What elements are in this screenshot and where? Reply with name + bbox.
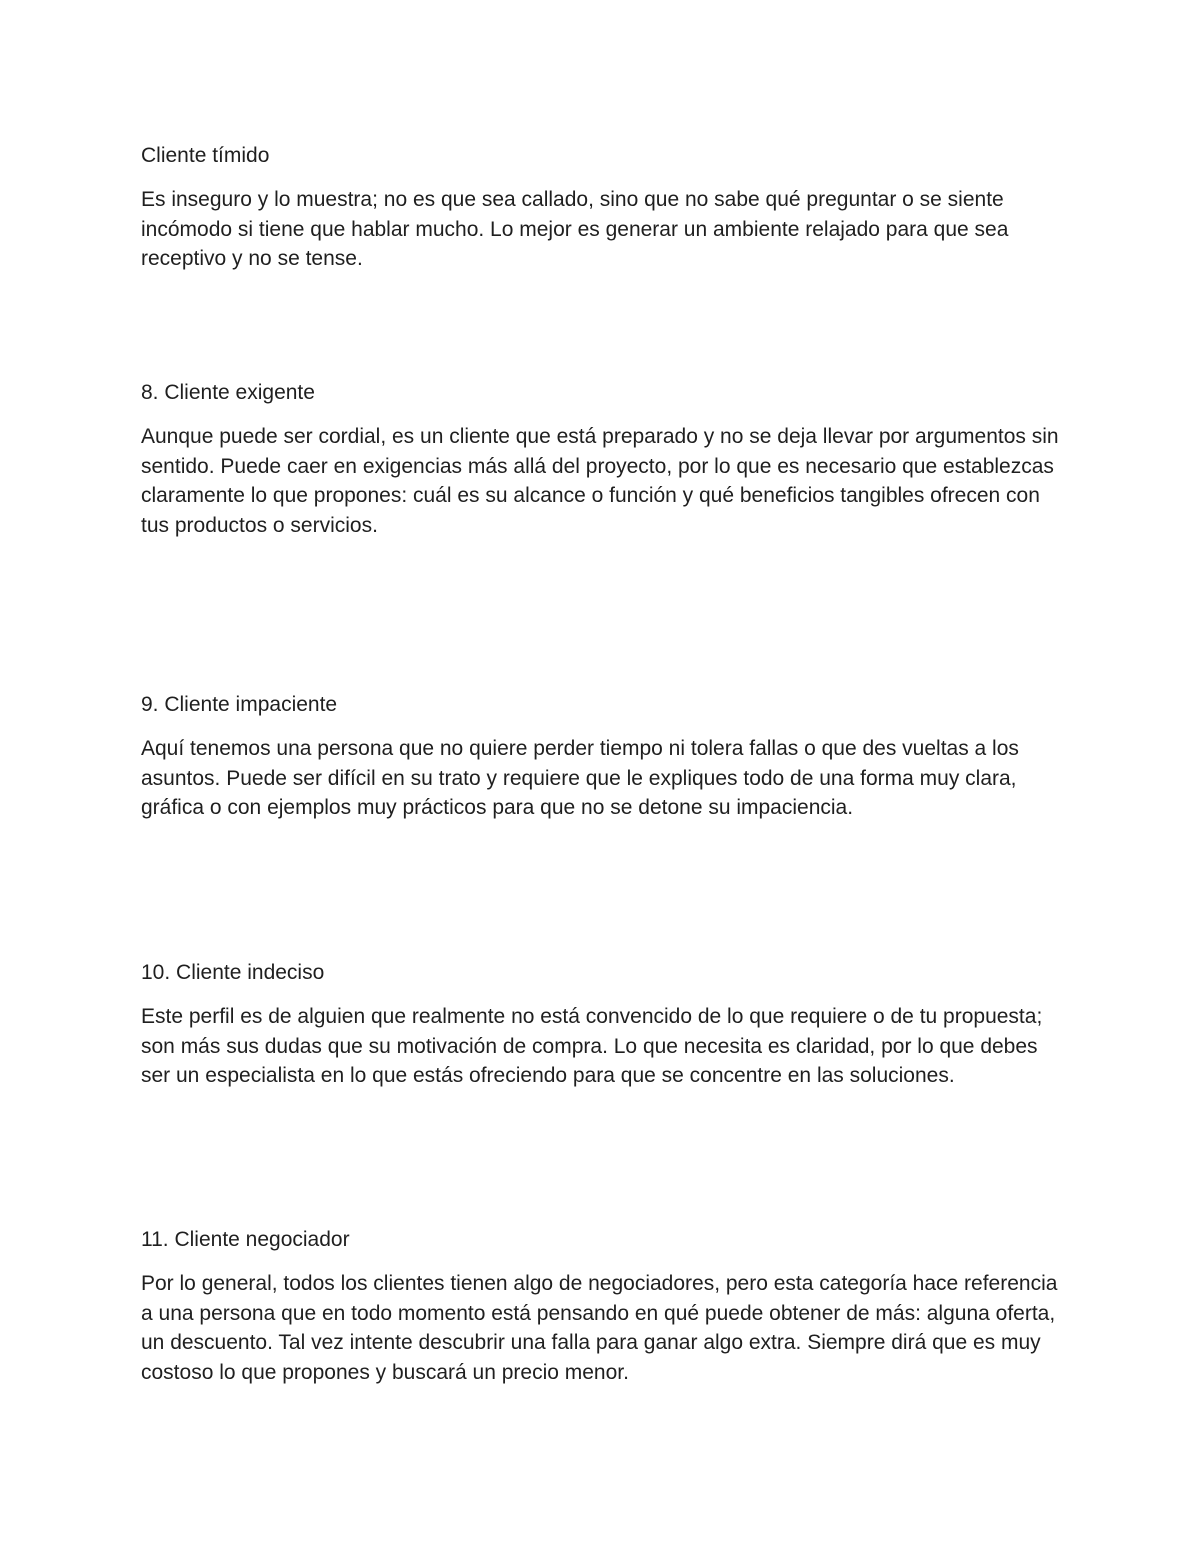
section-cliente-timido — [141, 141, 1071, 274]
section-heading: 10. Cliente indeciso — [141, 961, 325, 984]
section-heading: 8. Cliente exigente — [141, 381, 315, 404]
section-body: Aunque puede ser cordial, es un cliente que está preparado y no se deja llevar por argumentos sin sentido. Puede caer en exigencias más allá del proyecto, por lo que es necesario que establezcas claramente lo que propones: cuál es su alcance o función y qué beneficios tangibles ofrecen con tus productos o servicios. — [141, 425, 1059, 537]
section-heading: 11. Cliente negociador — [141, 1228, 350, 1251]
section-cliente-impaciente — [141, 690, 1071, 823]
section-cliente-negociador — [141, 1225, 1071, 1387]
section-cliente-indeciso — [141, 958, 1071, 1091]
section-heading: Cliente tímido — [141, 144, 270, 167]
section-body: Este perfil es de alguien que realmente no está convencido de lo que requiere o de tu propuesta; son más sus dudas que su motivación de compra. Lo que necesita es claridad, por lo que debes ser un especialista en lo que estás ofreciendo para que se concentre en las soluciones. — [141, 1005, 1043, 1087]
section-body: Aquí tenemos una persona que no quiere perder tiempo ni tolera fallas o que des vueltas a los asuntos. Puede ser difícil en su trato y requiere que le expliques todo de una forma muy clara, gráfica o con ejemplos muy prácticos para que no se detone su impaciencia. — [141, 737, 1019, 819]
section-body: Es inseguro y lo muestra; no es que sea callado, sino que no sabe qué preguntar o se siente incómodo si tiene que hablar mucho. Lo mejor es generar un ambiente relajado para que sea receptivo y no se tense. — [141, 188, 1009, 270]
section-heading: 9. Cliente impaciente — [141, 693, 338, 716]
section-cliente-exigente — [141, 378, 1071, 540]
section-body: Por lo general, todos los clientes tienen algo de negociadores, pero esta categoría hace referencia a una persona que en todo momento está pensando en qué puede obtener de más: alguna oferta, un descuento. Tal vez intente descubrir una falla para ganar algo extra. Siempre dirá que es muy costoso lo que propones y buscará un precio menor. — [141, 1272, 1058, 1384]
